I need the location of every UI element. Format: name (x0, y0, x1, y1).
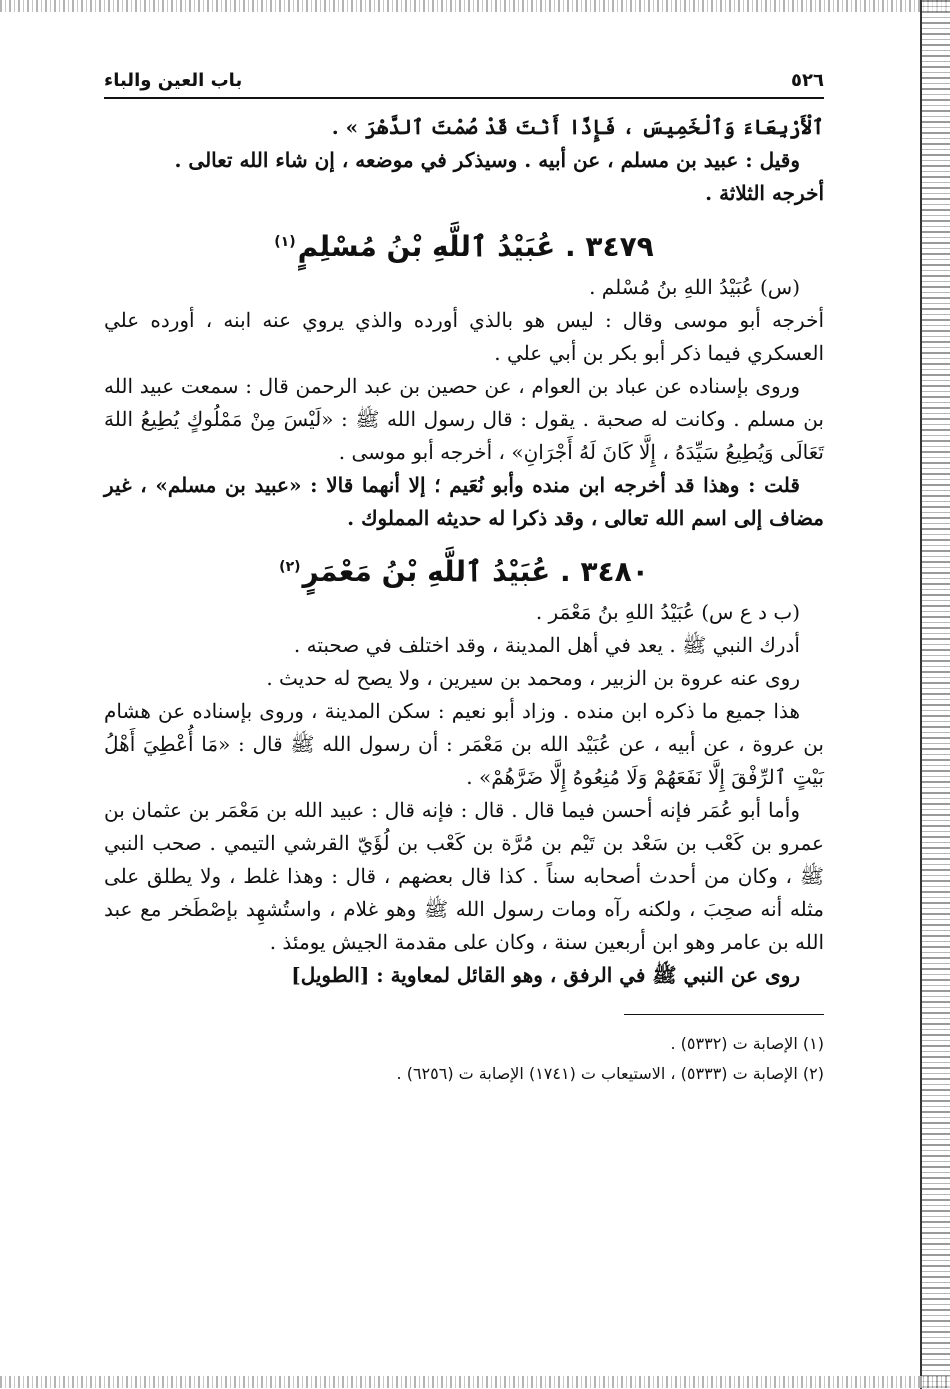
paragraph: وأما أبو عُمَر فإنه أحسن فيما قال . قال : فإنه قال : عبيد الله بن مَعْمَر بن عثمان بن عمرو بن كَعْب بن سَعْد بن تَيْم بن مُرَّة بن كَعْب بن لُؤَيّ القرشي التيمي . صحب النبي ﷺ ، وكان من أحدث أصحابه سناً . كذا قال بعضهم ، قال : وهذا غلط ، ولا يطلق على مثله أنه صحِبَ ، ولكنه رآه ومات رسول الله ﷺ وهو غلام ، واستُشهِد بإصْطَخر مع عبد الله بن عامر وهو ابن أربعين سنة ، وكان على مقدمة الجيش يومئذ . (104, 798, 824, 954)
paragraph: أدرك النبي ﷺ . يعد في أهل المدينة ، وقد اختلف في صحبته . (293, 633, 800, 657)
paragraph: روى عن النبي ﷺ في الرفق ، وهو القائل لمعاوية : [الطويل] (291, 963, 800, 987)
ornamental-border-top (0, 0, 950, 12)
footnote: (٢) الإصابة ت (٥٣٣٣) ، الاستيعاب ت (١٧٤١) الإصابة ت (٦٢٥٦) . (396, 1064, 824, 1083)
footnote: (١) الإصابة ت (٥٣٣٢) . (670, 1034, 824, 1053)
ornamental-border-bottom (0, 1376, 950, 1388)
running-head (104, 70, 824, 99)
paragraph: (ب د ع س) عُبَيْدُ اللهِ بنُ مَعْمَر . (535, 600, 800, 624)
entry-heading (104, 555, 824, 588)
paragraph: أخرجه الثلاثة . (705, 181, 824, 205)
footnote-marker: (١) (274, 233, 296, 250)
main-text (104, 111, 824, 992)
entry-title: ٣٤٧٩ . عُبَيْدُ ٱللَّهِ بْنُ مُسْلِمٍ (297, 230, 654, 263)
paragraph: قلت : وهذا قد أخرجه ابن منده وأبو نُعَيم ؛ إلا أنهما قالا : «عبيد بن مسلم» ، غير مضاف إلى اسم الله تعالى ، وقد ذكرا له حديثه المملوك . (104, 473, 824, 530)
paragraph: وقيل : عبيد بن مسلم ، عن أبيه . وسيذكر في موضعه ، إن شاء الله تعالى . (174, 148, 800, 172)
paragraph: وروى بإسناده عن عباد بن العوام ، عن حصين بن عبد الرحمن قال : سمعت عبيد الله بن مسلم . وكانت له صحبة . يقول : قال رسول الله ﷺ : «لَيْسَ مِنْ مَمْلُوكٍ يُطِيعُ اللهَ تَعَالَى وَيُطِيعُ سَيِّدَهُ ، إِلَّا كَانَ لَهُ أَجْرَانِ» ، أخرجه أبو موسى . (104, 374, 824, 464)
footnote-marker: (٢) (279, 558, 301, 575)
entry-heading (104, 230, 824, 263)
page (104, 70, 824, 1370)
paragraph: روى عنه عروة بن الزبير ، ومحمد بن سيرين ، ولا يصح له حديث . (266, 666, 800, 690)
page-number: ٥٢٦ (791, 70, 824, 91)
paragraph: أخرجه أبو موسى وقال : ليس هو بالذي أورده والذي يروي عنه ابنه ، أورده علي العسكري فيما ذكر أبو بكر بن أبي علي . (104, 308, 824, 365)
paragraph: (س) عُبَيْدُ اللهِ بنُ مُسْلم . (589, 275, 800, 299)
chapter-title: باب العين والباء (104, 70, 243, 91)
entry-title: ٣٤٨٠ . عُبَيْدُ ٱللَّهِ بْنُ مَعْمَرٍ (302, 555, 649, 588)
paragraph: ٱلْأَرْبِعَاءَ وَٱلْخَمِيسَ ، فَإِذًا أَنْتَ قَدْ صُمْتَ ٱلدَّهْرَ » . (331, 115, 824, 139)
paragraph: هذا جميع ما ذكره ابن منده . وزاد أبو نعيم : سكن المدينة ، وروى بإسناده عن هشام بن عروة ، عن أبيه ، عن عُبَيْد الله بن مَعْمَر : أن رسول الله ﷺ قال : «مَا أُعْطِيَ أَهْلُ بَيْتٍ ٱلرِّفْقَ إِلَّا نَفَعَهُمْ وَلَا مُنِعُوهُ إِلَّا ضَرَّهُمْ» . (104, 699, 824, 789)
footnotes (104, 1029, 824, 1089)
border-rule (920, 0, 922, 1389)
ornamental-border-right (922, 0, 950, 1389)
footnote-rule (624, 1014, 824, 1015)
